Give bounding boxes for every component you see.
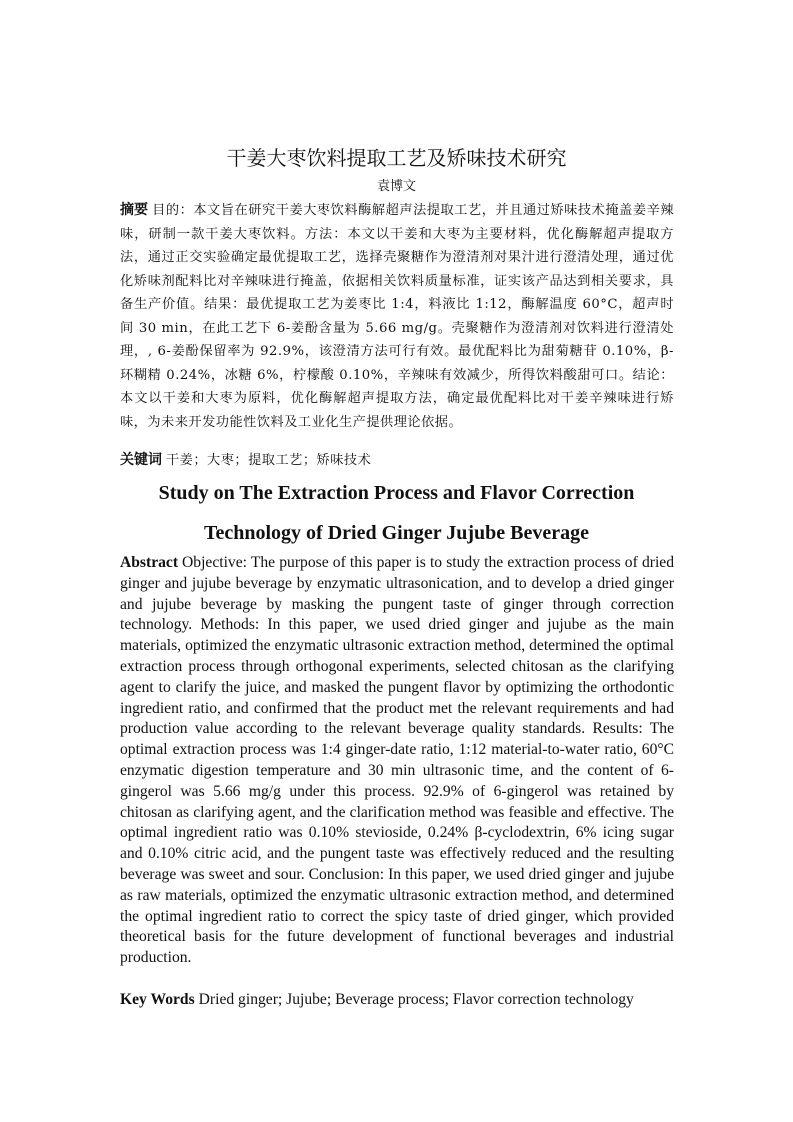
english-keywords-label: Key Words [120,991,195,1008]
english-abstract-label: Abstract [120,554,179,571]
chinese-abstract [120,199,674,434]
english-title-line-1: Study on The Extraction Process and Flavor Correction [158,482,635,504]
english-keywords-text: Dried ginger; Jujube; Beverage process; Flavor correction technology [198,991,634,1008]
english-abstract [120,553,674,969]
chinese-abstract-text: 目的：本文旨在研究干姜大枣饮料酶解超声法提取工艺，并且通过矫味技术掩盖姜辛辣味，研制一款干姜大枣饮料。方法：本文以干姜和大枣为主要材料，优化酶解超声提取方法，通过正交实验确定最优提取工艺，选择壳聚糖作为澄清剂对果汁进行澄清处理，通过优化矫味剂配料比对辛辣味进行掩盖，依据相关饮料质量标准，证实该产品达到相关要求，具备生产价值。结果：最优提取工艺为姜枣比 1:4，料液比 1:12，酶解温度 60°C，超声时间 30 min，在此工艺下 6-姜酚含量为 5.66 mg/g。壳聚糖作为澄清剂对饮料进行澄清处理，, 6-姜酚保留率为 92.9%，该澄清方法可行有效。最优配料比为甜菊糖苷 0.10%，β-环糊精 0.24%，冰糖 6%，柠檬酸 0.10%，辛辣味有效减少，所得饮料酸甜可口。结论：本文以干姜和大枣为原料，优化酶解超声提取方法，确定最优配料比对干姜辛辣味进行矫味，为未来开发功能性饮料及工业化生产提供理论依据。 [120,203,675,430]
chinese-keywords-label: 关键词 [120,452,162,468]
chinese-title: 干姜大枣饮料提取工艺及矫味技术研究 [226,146,567,170]
english-title-line-2: Technology of Dried Ginger Jujube Beverage [204,522,589,544]
chinese-keywords [120,449,674,472]
author-name: 袁博文 [376,179,416,194]
english-abstract-text: Objective: The purpose of this paper is to study the extraction process of dried ginger and jujube beverage by enzymatic ultrasonication, and to develop a dried ginger and jujube beverage by masking the pungent taste of ginger through correction technology. Methods: In this paper, we used dried ginger and jujube as the main materials, optimized the enzymatic ultrasonic extraction method, determined the optimal extraction process through orthogonal experiments, selected chitosan as the clarifying agent to clarify the juice, and masked the pungent flavor by optimizing the orthodontic ingredient ratio, and confirmed that the product met the relevant requirements and had production value according to the relevant beverage quality standards. Results: The optimal extraction process was 1:4 ginger-date ratio, 1:12 material-to-water ratio, 60°C enzymatic digestion temperature and 30 min ultrasonic time, and the content of 6-gingerol was 5.66 mg/g under this process. 92.9% of 6-gingerol was retained by chitosan as clarifying agent, and the clarification method was feasible and effective. The optimal ingredient ratio was 0.10% stevioside, 0.24% β-cyclodextrin, 6% icing sugar and 0.10% citric acid, and the pungent taste was effectively reduced and the resulting beverage was sweet and sour. Conclusion: In this paper, we used dried ginger and jujube as raw materials, optimized the enzymatic ultrasonic extraction method, and determined the optimal ingredient ratio to correct the spicy taste of dried ginger, which provided theoretical basis for the future development of functional beverages and industrial production. [120,554,674,967]
english-keywords [120,990,674,1011]
chinese-abstract-label: 摘要 [120,202,149,218]
chinese-keywords-text: 干姜；大枣；提取工艺；矫味技术 [166,453,372,468]
